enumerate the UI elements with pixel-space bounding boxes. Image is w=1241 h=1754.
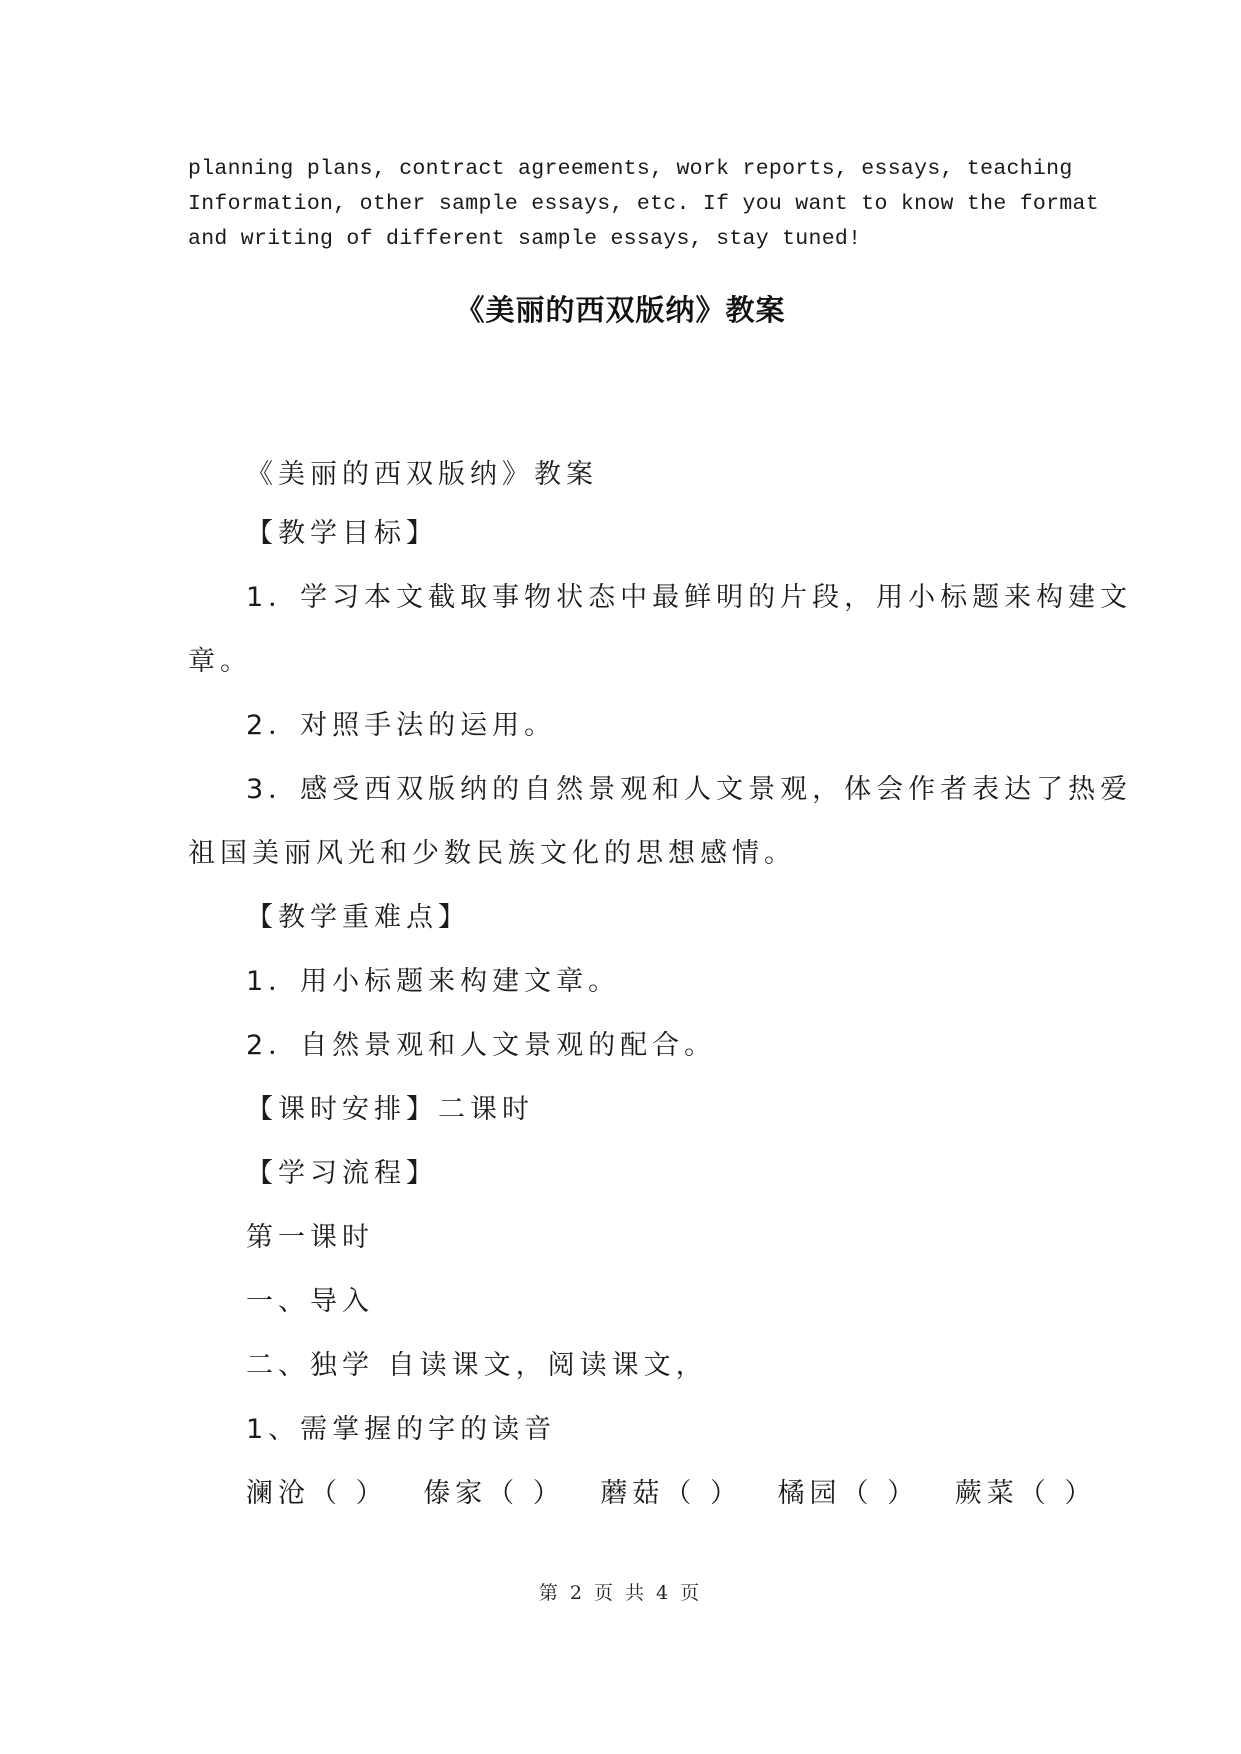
pronunciation-word: 蘑菇（ ） (600, 1478, 742, 1509)
lesson-1-heading: 第一课时 (246, 1222, 374, 1253)
pronunciation-words (188, 1471, 1116, 1510)
objective-3-line-2: 祖国美丽风光和少数民族文化的思想感情。 (188, 838, 796, 869)
page-number-footer: 第 2 页 共 4 页 (538, 1582, 703, 1604)
step-2: 二、独学 自读课文，阅读课文， (246, 1350, 708, 1381)
intro-line: planning plans, contract agreements, work reports, essays, teaching (188, 157, 1073, 181)
objectives-heading: 【教学目标】 (246, 518, 438, 549)
pronunciation-word: 澜沧（ ） (246, 1478, 388, 1509)
step-1: 一、导入 (246, 1286, 374, 1317)
objective-3-line-1: 3．感受西双版纳的自然景观和人文景观，体会作者表达了热爱 (246, 774, 1133, 805)
subtitle: 《美丽的西双版纳》教案 (246, 459, 598, 490)
pronunciation-word: 傣家（ ） (423, 1478, 565, 1509)
pronunciation-word: 蕨菜（ ） (954, 1478, 1097, 1509)
intro-line: and writing of different sample essays, stay tuned! (188, 227, 862, 251)
difficulty-heading: 【教学重难点】 (246, 902, 470, 933)
intro-line: Information, other sample essays, etc. If you want to know the format (188, 192, 1099, 216)
objective-2: 2．对照手法的运用。 (246, 710, 557, 741)
objective-1-line-1: 1．学习本文截取事物状态中最鲜明的片段，用小标题来构建文 (246, 582, 1133, 613)
pronunciation-word: 橘园（ ） (777, 1478, 920, 1509)
intro-paragraph (188, 152, 1099, 257)
difficulty-1: 1．用小标题来构建文章。 (246, 966, 621, 997)
difficulty-2: 2．自然景观和人文景观的配合。 (246, 1030, 717, 1061)
pronunciation-heading: 1、需掌握的字的读音 (246, 1414, 557, 1445)
document-title: 《美丽的西双版纳》教案 (455, 293, 786, 327)
objective-1-line-2: 章。 (188, 646, 252, 677)
schedule: 【课时安排】二课时 (246, 1094, 534, 1125)
process-heading: 【学习流程】 (246, 1158, 438, 1189)
